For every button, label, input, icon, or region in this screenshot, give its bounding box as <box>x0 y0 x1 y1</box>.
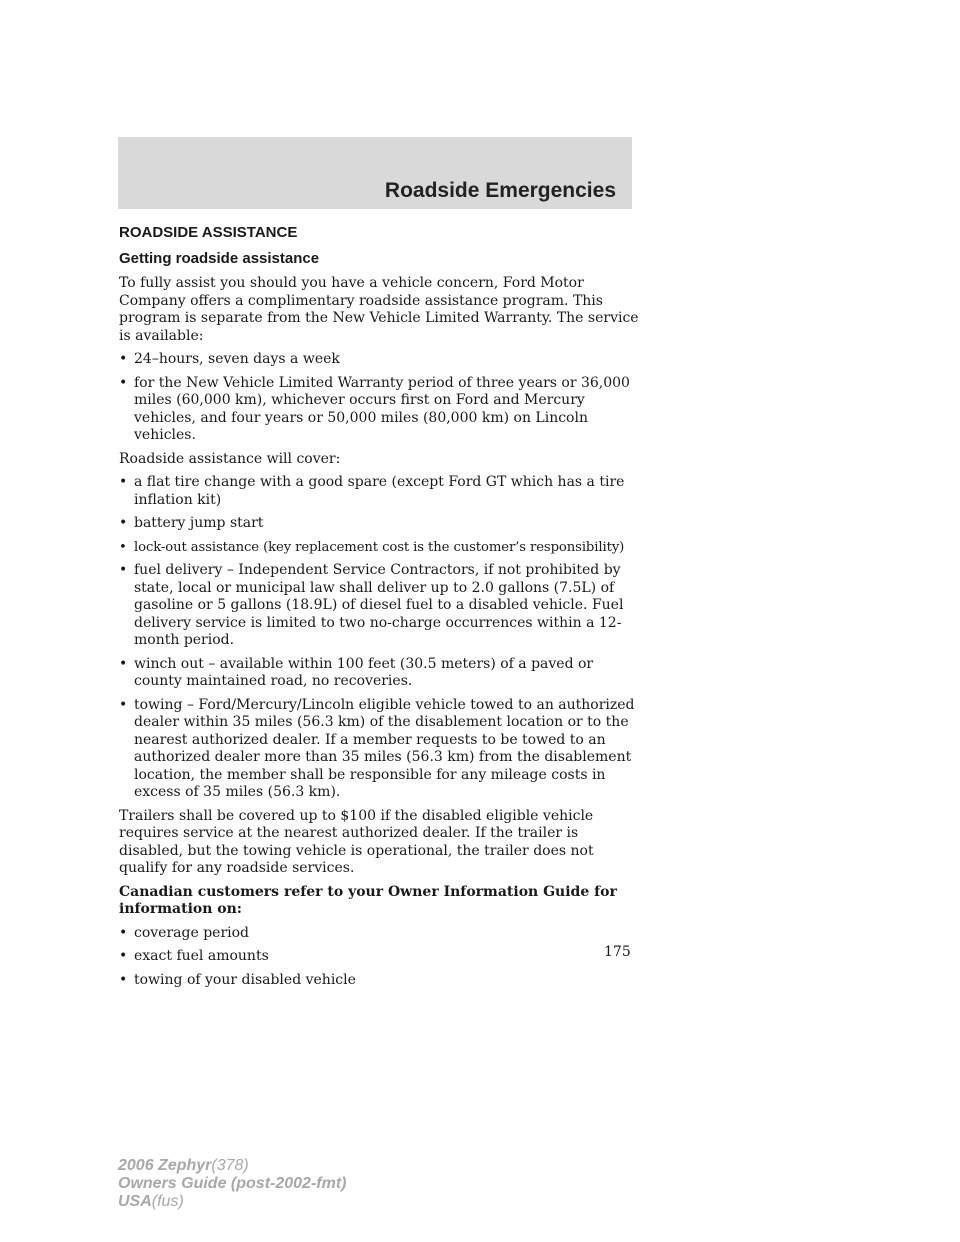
footer-model-code: (378) <box>211 1157 249 1174</box>
page-number: 175 <box>604 944 631 960</box>
footer-market-code: (fus) <box>151 1193 184 1210</box>
availability-list <box>119 351 639 445</box>
list-item: • fuel delivery – Independent Service Contractors, if not prohibited by state, local or municipal law shall deliver up to 2.0 gallons (7.5L) of gasoline or 5 gallons (18.9L) of diesel fuel to a disabled vehicle. Fuel delivery service is limited to two no-charge occurrences within a 12-month period. <box>119 562 639 650</box>
coverage-list <box>119 474 639 802</box>
list-item: • a flat tire change with a good spare (except Ford GT which has a tire inflation kit) <box>119 474 639 509</box>
list-item: • 24–hours, seven days a week <box>119 351 639 369</box>
list-item: • exact fuel amounts <box>119 948 639 966</box>
section-header-title: Roadside Emergencies <box>384 179 616 202</box>
list-item: • coverage period <box>119 925 639 943</box>
canadian-list <box>119 925 639 990</box>
coverage-intro: Roadside assistance will cover: <box>119 450 341 467</box>
list-item: • towing of your disabled vehicle <box>119 972 639 990</box>
document-footer <box>118 1157 346 1211</box>
canadian-note: Canadian customers refer to your Owner Information Guide for information on: <box>119 883 617 917</box>
list-item: • winch out – available within 100 feet (30.5 meters) of a paved or county maintained road, no recoveries. <box>119 656 639 691</box>
section-header-band <box>118 137 632 209</box>
list-item: • for the New Vehicle Limited Warranty period of three years or 36,000 miles (60,000 km), whichever occurs first on Ford and Mercury vehicles, and four years or 50,000 miles (80,000 km) on Lincoln vehicles. <box>119 375 639 445</box>
subsection-title: Getting roadside assistance <box>119 249 320 267</box>
list-item: • lock-out assistance (key replacement cost is the customer’s responsibility) <box>119 539 639 557</box>
trailers-paragraph: Trailers shall be covered up to $100 if the disabled eligible vehicle requires service at the nearest authorized dealer. If the trailer is disabled, but the towing vehicle is operational, the trailer does not qualify for any roadside services. <box>119 807 594 876</box>
list-item: • battery jump start <box>119 515 639 533</box>
page-content <box>119 220 639 995</box>
footer-model: 2006 Zephyr <box>118 1157 212 1174</box>
footer-market: USA <box>118 1193 152 1210</box>
footer-line-3 <box>118 1193 346 1211</box>
list-item: • towing – Ford/Mercury/Lincoln eligible vehicle towed to an authorized dealer within 35 miles (56.3 km) of the disablement location or to the nearest authorized dealer. If a member requests to be towed to an authorized dealer more than 35 miles (56.3 km) from the disablement location, the member shall be responsible for any mileage costs in excess of 35 miles (56.3 km). <box>119 697 639 802</box>
footer-line-2: Owners Guide (post-2002-fmt) <box>118 1175 347 1192</box>
footer-line-1 <box>118 1157 346 1175</box>
section-title: ROADSIDE ASSISTANCE <box>119 224 298 241</box>
intro-paragraph: To fully assist you should you have a vehicle concern, Ford Motor Company offers a complimentary roadside assistance program. This program is separate from the New Vehicle Limited Warranty. The service is available: <box>119 275 639 344</box>
